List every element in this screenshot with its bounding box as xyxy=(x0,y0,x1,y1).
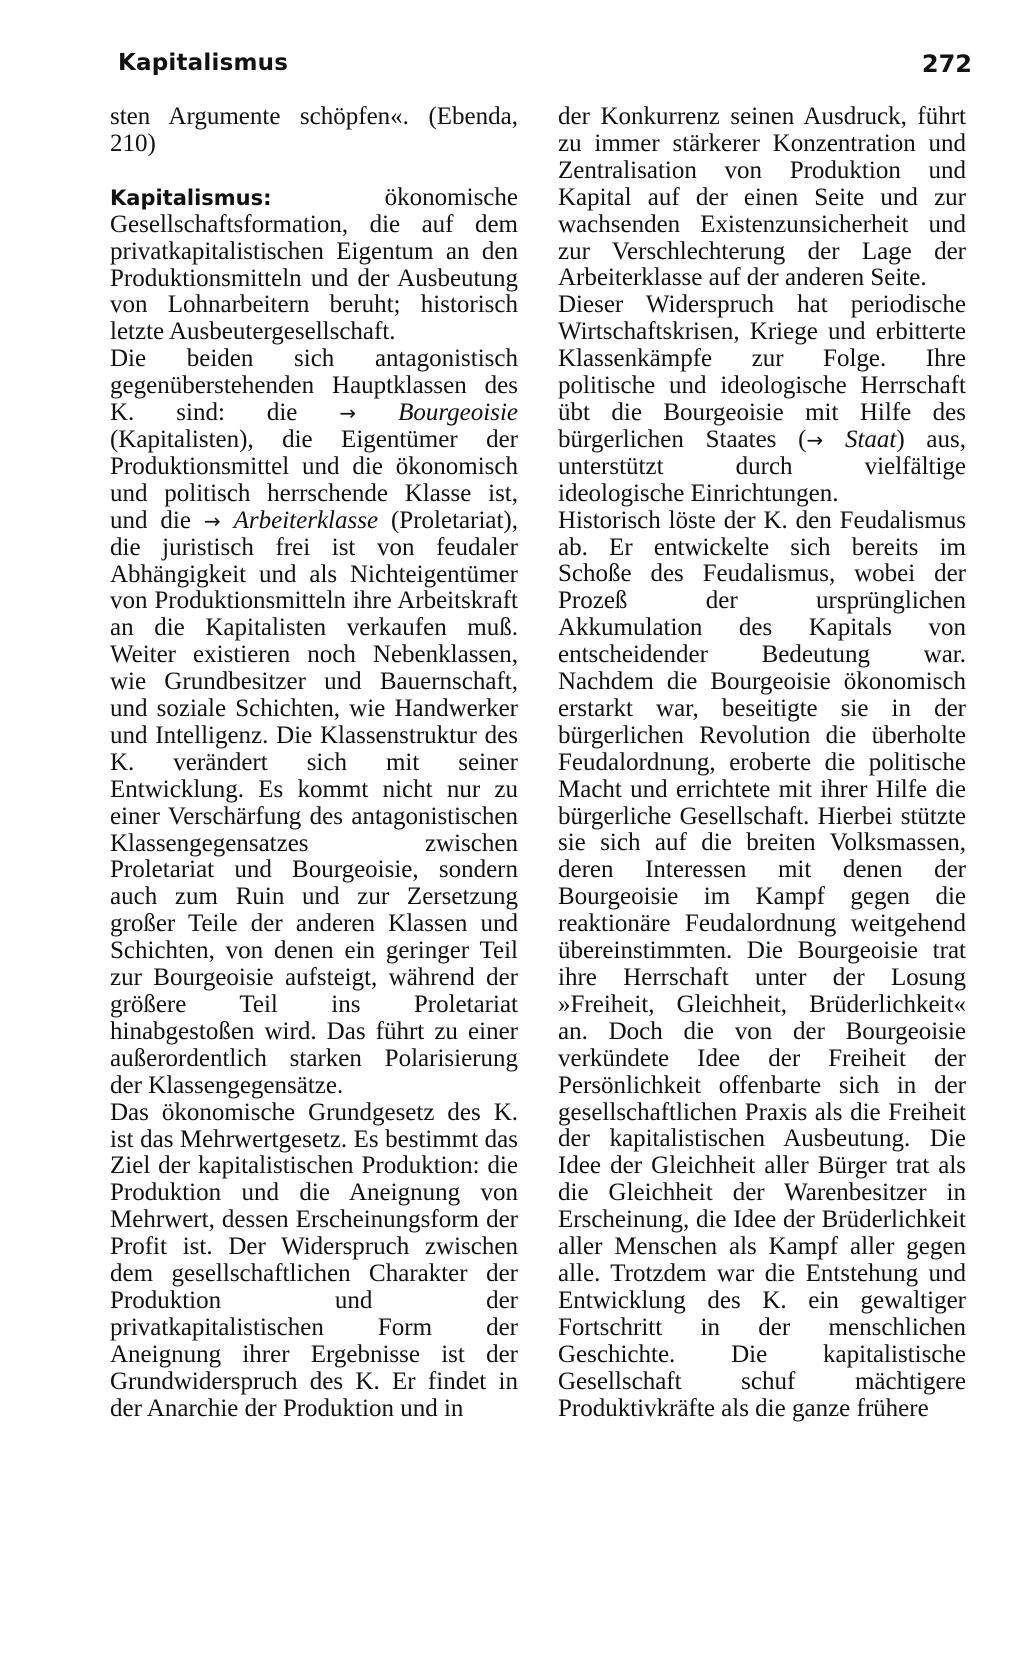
entry-paragraph-historisch: Historisch löste der K. den Feudalismus ab. Er entwickelte sich bereits im Schoße des Feudalismus, wobei der Prozeß der ursprünglichen Akkumulation des Kapitals von entscheidender Bedeutung war. Nachdem die Bourgeoisie ökonomisch erstarkt war, beseitigte sie in der bürgerlichen Revolution die überholte Feudalordnung, eroberte die politische Macht und errichtete mit ihrer Hilfe die bürgerliche Gesellschaft. Hierbei stützte sie sich auf die breiten Volksmassen, deren Interessen mit denen der Bourgeoisie im Kampf gegen die reaktionäre Feudalordnung weitgehend übereinstimmten. Die Bourgeoisie trat ihre Herrschaft unter der Losung »Freiheit, Gleichheit, Brüderlichkeit« an. Doch die von der Bourgeoisie verkündete Idee der Freiheit der Persönlichkeit offenbarte sich in der gesellschaftlichen Praxis als die Freiheit der kapitalistischen Ausbeutung. Die Idee der Gleichheit aller Bürger trat als die Gleichheit der Warenbesitzer in Erscheinung, die Idee der Brüderlichkeit aller Menschen als Kampf aller gegen alle. Trotzdem war die Entstehung und Entwicklung des K. ein gewaltiger Fortschritt in der menschlichen Geschichte. Die kapitalistische Gesellschaft schuf mächtigere Produktivkräfte als die ganze frühere xyxy=(558,506,966,1422)
entry-paragraph-konkurrenz: der Konkurrenz seinen Ausdruck, führt zu immer stärkerer Konzentration und Zentralisation von Produktion und Kapital auf der einen Seite und zur wachsenden Existenzunsicherheit und zur Verschlechterung der Lage der Arbeiterklasse auf der anderen Seite. xyxy=(558,103,966,292)
text-run: (Proletariat), die juristisch frei ist von feudaler Abhängigkeit und als Nichteigentümer von Produktionsmitteln ihre Arbeitskraft an die Kapitalisten verkaufen muß. Weiter existieren noch Nebenklassen, wie Grundbesitzer und Bauernschaft, und soziale Schichten, wie Handwerker und Intelligenz. Die Klassenstruktur des K. verändert sich mit seiner Entwicklung. Es kommt nicht nur zu einer Verschärfung des antagonistischen Klassengegensatzes zwischen Proletariat und Bourgeoisie, sondern auch zum Ruin und zur Zersetzung großer Teile der anderen Klassen und Schichten, von denen ein geringer Teil zur Bourgeoisie aufsteigt, während der größere Teil ins Proletariat hinabgestoßen wird. Das führt zu einer außerordentlich starken Polarisierung der Klassengegensätze. xyxy=(110,506,519,1099)
cross-reference-bourgeoisie: Bourgeoisie xyxy=(398,399,518,427)
entry-paragraph-classes xyxy=(110,346,518,1099)
entry-headword: Kapitalismus: xyxy=(110,185,272,210)
entry-paragraph-definition xyxy=(110,185,518,346)
entry-paragraph-grundgesetz: Das ökonomische Grundgesetz des K. ist das Mehrwertgesetz. Es bestimmt das Ziel der kapitalistischen Produktion: die Produktion und die Aneignung von Mehrwert, dessen Erscheinungsform der Profit ist. Der Widerspruch zwischen dem gesellschaftlichen Charakter der Produktion und der privatkapitalistischen Form der Aneignung ihrer Ergebnisse ist der Grundwiderspruch des K. Er findet in der Anarchie der Produktion und in xyxy=(110,1098,518,1422)
cross-reference-arrow-icon: → xyxy=(203,508,221,533)
cross-reference-staat: Staat xyxy=(844,425,897,453)
text-run: (Kapitalisten), die Eigentümer der Produktionsmittel und die ökonomisch und politisch herrschende Klasse ist, und die xyxy=(110,425,518,534)
cross-reference-arrow-icon: → xyxy=(806,427,824,452)
text-run: Die beiden sich antagonistisch gegenüberstehenden Hauptklassen des K. sind: die xyxy=(110,345,518,427)
running-head: Kapitalismus xyxy=(118,50,289,76)
cross-reference-arrow-icon: → xyxy=(339,401,357,426)
page-number: 272 xyxy=(921,50,972,78)
text-run: Dieser Widerspruch hat periodische Wirtschaftskrisen, Kriege und erbitterte Klassenkämpfe zur Folge. Ihre politische und ideologische Herrschaft übt die Bourgeoisie mit Hilfe des bürgerlichen Staates ( xyxy=(558,291,966,453)
cross-reference-arbeiterklasse: Arbeiterklasse xyxy=(233,506,379,534)
left-column xyxy=(110,104,518,1423)
text-run: ) aus, unterstützt durch vielfältige ideologische Einrichtungen. xyxy=(558,425,966,507)
definition-text: ökonomische Gesellschaftsformation, die auf dem privatkapitalistischen Eigentum an den Produktionsmitteln und der Ausbeutung von Lohnarbeitern beruht; historisch letzte Ausbeutergesellschaft. xyxy=(110,183,518,346)
paragraph-continuation: sten Argumente schöpfen«. (Ebenda, 210) xyxy=(110,103,518,157)
entry-paragraph-widerspruch xyxy=(558,292,966,507)
right-column xyxy=(558,104,966,1422)
